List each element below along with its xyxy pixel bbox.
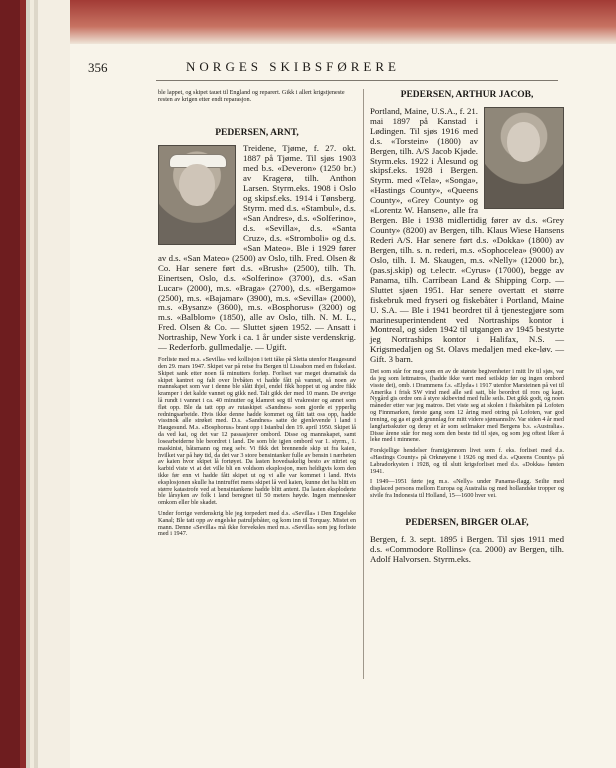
entry-bio: Treidene, Tjøme, f. 27. okt. 1887 på Tjøme. Til sjøs 1903 med b.s. «Deveron» (1250 br.) av Kragerø, tilh. Anthon Larsen. Styrm.eks. 1908 i Oslo og skipsf.eks. 1914 i Tønsberg. Styrm. med d.s. «Stambul», d.s. «San Andres», d.s. «Solferino», d.s. «Sevilla», d.s. «Santa Cruz», d.s. «Stromboli» og d.s. «San Mateo». Ble i 1929 fører av d.s. «San Mateo» (2500) av Oslo, tilh. Fred. Olsen & Co. Har senere ført d.s. «Brush» (2500), tilh. Th. Einertsen, Oslo, d.s. «Solferino» (3700), d.s. «San Lucar» (2000), m.s. «Braga» (2700), d.s. «Bergamo» (2500), m.s. «Bajamar» (3900), m.s. «Sevilla» (2000), m.s. «Bysanz» (3600), m.s. «Bosphorus» (3200) og m.s. «Balblom» (1850), alle av Oslo, tilh. N. M. L., Fred. Olsen & Co. — Sluttet sjøen 1952. — Ansatt i Nortraship, New York i ca. 1 år under siste verdenskrig. — Rederforb. gullmedalje. — Ugift. [158, 143, 356, 353]
page-number: 356 [88, 60, 108, 75]
face-icon [179, 164, 215, 206]
page-header [88, 58, 558, 78]
entry-name-bottom: PEDERSEN, BIRGER OLAF, [405, 517, 529, 528]
book-binding [0, 0, 70, 768]
face-icon [507, 122, 540, 162]
page-top-edge [70, 0, 616, 44]
running-title: NORGES SKIBSFØRERE [186, 59, 400, 74]
entry-name-right: PEDERSEN, ARTHUR JACOB, [400, 90, 534, 100]
left-column [158, 90, 356, 538]
entry-bio-bottom: Bergen, f. 3. sept. 1895 i Bergen. Til sjøs 1911 med d.s. «Commodore Rollins» (ca. 2000) av Bergen, tilh. Adolf Halvorsen. Styrm.eks. [370, 533, 564, 564]
entry-notes-right-3: I 1949—1951 førte jeg m.s. «Nelly» under Panama-flagg. Seilte med displaced persons mellom Europa og Australia og med hollandske tropper og sivile fra Indonesia til Holland, 15—1600 hver vei. [370, 478, 564, 500]
column-divider [363, 89, 364, 679]
portrait-photo [158, 145, 236, 245]
entry-notes-right-2: Forskjellige hendelser framigjennom livet som f. eks. forliset med d.s. «Hastings County» på Orknøyene i 1926 og med d.s. «Queens County» på Labradorkysten i 1928, og til slutt krigsforliset med d.s. «Dokka» høsten 1941. [370, 447, 564, 475]
entry-notes: Forliste med m.s. «Sevilla» ved kollisjon i tett tåke på Sletta utenfor Haugesund den 29. mars 1947. Skipet var på reise fra Bergen til Lissabon med en fiskelast. Skipet sank etter noen få minutters forløp. Forliset var meget dramatisk da skipet kantret og falt over livbåten vi hadde fått på vannet, så noen av mannskapet som var i denne ble slått ihjel, endel fikk hoppet ut og andre fikk kramper i det kalde vannet og gikk ned. Talt gikk der med 10 mann. De øvrige lå rundt i vannet i ca. 40 minutter og klamret seg til vrakrester og annet som fløt opp. Ble da tatt opp av rutaskipet «Sandnes» som gjorde et ypperlig redningsarbeide. Hvis ikke denne hadde kommet og fått tatt oss opp, hadde visstnok alle strøket med. D.s. «Sandnes» satte de gjenlevende i land i Haugesund. M.s. «Bosphorus» brant opp i Istanbul den 19. april 1950. Skipet lå da ved kai, og det var 12 passasjerer ombord. Disse og mannskapet, samt losearbeiderne ble beordret i land. De som ble igjen ombord var 1. styrm., 1. maskinist, båtsmann og meg selv. Vi fikk det brennende skip ut fra kaien, hvilket var på høy tid, da det var 3 store bensintanker fulle av bensin i nærheten av kaien hvor skipet lå fortøyet. Da lasten hovedsakelig besto av nitriet og karbid viste vi at det ville bli en voldsom eksplosjon, men heldigvis kom den ikke før enn vi hadde fått skipet ut og vi alle var kommet i land. Hvis eksplosjonen skulle ha inntruffet mens skipet lå ved kaien, kunne det ha blitt en større katastrofe ved at bensintankene hadde blitt antent. Da lasten eksploderte ble lårsyken av folk i land beregnet til 50 meters høyde. Ingen mennesker omkom eller ble skadet. [158, 356, 356, 507]
portrait-photo-right [484, 107, 564, 209]
entry-notes-2: Under forrige verdenskrig ble jeg torpedert med d.s. «Sevilla» i Den Engelske Kanal; Ble tatt opp av engelske patruljebåter, og kom inn til Torquay. Mistet en mann. Denne «Sevilla» må ikke forveksles med m.s. «Sevilla» som jeg forliste med i 1947. [158, 510, 356, 538]
entry-name: PEDERSEN, ARNT, [215, 127, 299, 138]
entry-bio-right: Portland, Maine, U.S.A., f. 21. mai 1897 på Kanstad i Lødingen. Til sjøs 1916 med d.s. «Torstein» (1800) av Bergen, tilh. A/S Jacob Kjøde. Styrm.eks. 1922 i Ålesund og skipsf.eks. 1928 i Bergen. Styrm. med «Tela», «Songa», «Hastings County», «Queens County», «Grey County» og «Lorentz W. Hansen», alle fra Bergen. Ble i 1938 midlertidig fører av d.s. «Grey County» (8200) av Bergen, tilh. Klaus Wiese Hansens Rederi A/S. Har senere ført d.s. «Dokka» (1800) av Bergen, tilh. s. n. rederi, m.s. «Sophocelea» (9000) av Oslo, tilh. I. M. Skaugen, m.s. «Nelly» (12000 br.), (pas.sj.skip) og t.electr. «Cyrus» (17000), begge av Panama, tilh. Carribean Land & Shipping Corp. — Sluttet sjøen 1951. Har senere overtatt et større fiskebruk med fryseri og fiskebåter i Portland, Maine U. S.A. — Ble i 1941 beordret til å tjenestegjøre som marinesuperintendent ved Nortraships kontor i Montreal, og siden 1942 til utgangen av 1945 bestyrte jeg Nortraships kontor i Halifax, N.S. — Krigsmedaljen og St. Olavs medaljen med eke-løv. — Gift. 3 barn. [370, 105, 564, 365]
left-intro: ble lappet, og skipet tauet til England og reparert. Gikk i allert krigstjeneste resten av krigen etter endt reparasjon. [158, 89, 345, 103]
right-column [370, 90, 564, 564]
header-rule [156, 80, 558, 81]
entry-notes-right: Det som står for meg som en av de største begivenheter i mitt liv til sjøs, var da jeg som lettmatros, (hadde ikke vært med seilskip før og ingen ombord visste det), omb. i Drammens f.s. «Elyda» i 1917 utenfor Marsteinen på vei til Amerika i frisk SW vind med alle seil satt, ble beordret til rors og kapt. Nygård gis ordre om å styre skibevind med fulle seils. Det gikk godt, og noen måneder etter var jeg matros. Det viste seg at skolen i fiskebåten på Lofoten og Finnmarken, første gang som 12 åring med otring på Lofoten, var god trening, og ga et godt grunnlag for mitt videre sjømannsliv. Var siden 4 år med langfartsskuter og deray et år som seilmaker med Bergens b.s. «Australia». Disse årene står for meg som den beste tid til sjøs, og som jeg oftest liker å leke med i minnene. [370, 368, 565, 444]
